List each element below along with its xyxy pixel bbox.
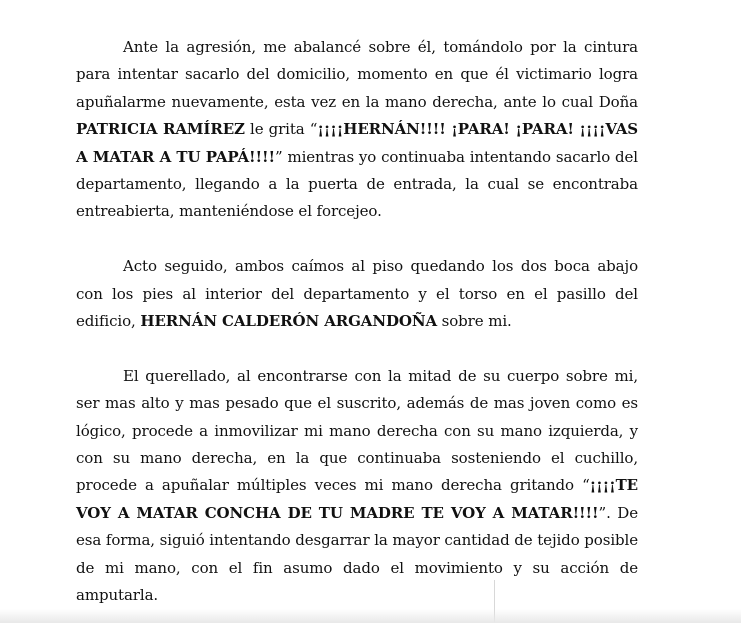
paragraph-2-text-1: Acto seguido, ambos caímos al piso quedando los dos boca abajo con los pies al interior del departamento y el torso en el pasillo del edificio,: [76, 257, 638, 331]
paragraph-1-text-1: Ante la agresión, me abalancé sobre él, tomándolo por la cintura para intentar sacarlo del domicilio, momento en que él victimario logra apuñalarme nuevamente, esta vez en la mano derecha, ante lo cual Doña: [76, 38, 638, 111]
name-hernan-calderon: HERNÁN CALDERÓN ARGANDOÑA: [140, 312, 437, 331]
name-patricia-ramirez: PATRICIA RAMÍREZ: [76, 120, 245, 139]
paragraph-1: [76, 34, 638, 226]
paragraph-1-text-2: le grita “: [244, 120, 318, 139]
paragraph-1-text-3: ” mientras yo continuaba intentando sacarlo del departamento, llegando a la puerta de entrada, la cual se encontraba entreabierta, manteniéndose el forcejeo.: [76, 147, 638, 221]
paragraph-3: [76, 363, 638, 610]
quote-hernan-para: ¡¡¡¡HERNÁN!!!! ¡PARA! ¡PARA! ¡¡¡¡VAS A MATAR A TU PAPÁ!!!!: [76, 120, 638, 166]
paragraph-2-text-2: sobre mi.: [436, 312, 512, 331]
paragraph-2: [76, 253, 638, 335]
paragraph-3-text-2: ”. De esa forma, siguió intentando desgarrar la mayor cantidad de tejido posible de mi mano, con el fin asumo dado el movimiento y su acción de amputarla.: [76, 503, 638, 605]
quote-te-voy-a-matar: ¡¡¡¡TE VOY A MATAR CONCHA DE TU MADRE TE VOY A MATAR!!!!: [76, 476, 638, 522]
document-body: [76, 34, 638, 610]
page-bottom-shadow: [0, 609, 741, 623]
paragraph-3-text-1: El querellado, al encontrarse con la mitad de su cuerpo sobre mi, ser mas alto y mas pesado que el suscrito, además de mas joven como es lógico, procede a inmovilizar mi mano derecha con su mano izquierda, y con su mano derecha, en la que continuaba sosteniendo el cuchillo, procede a apuñalar múltiples veces mi mano derecha gritando “: [76, 366, 638, 495]
